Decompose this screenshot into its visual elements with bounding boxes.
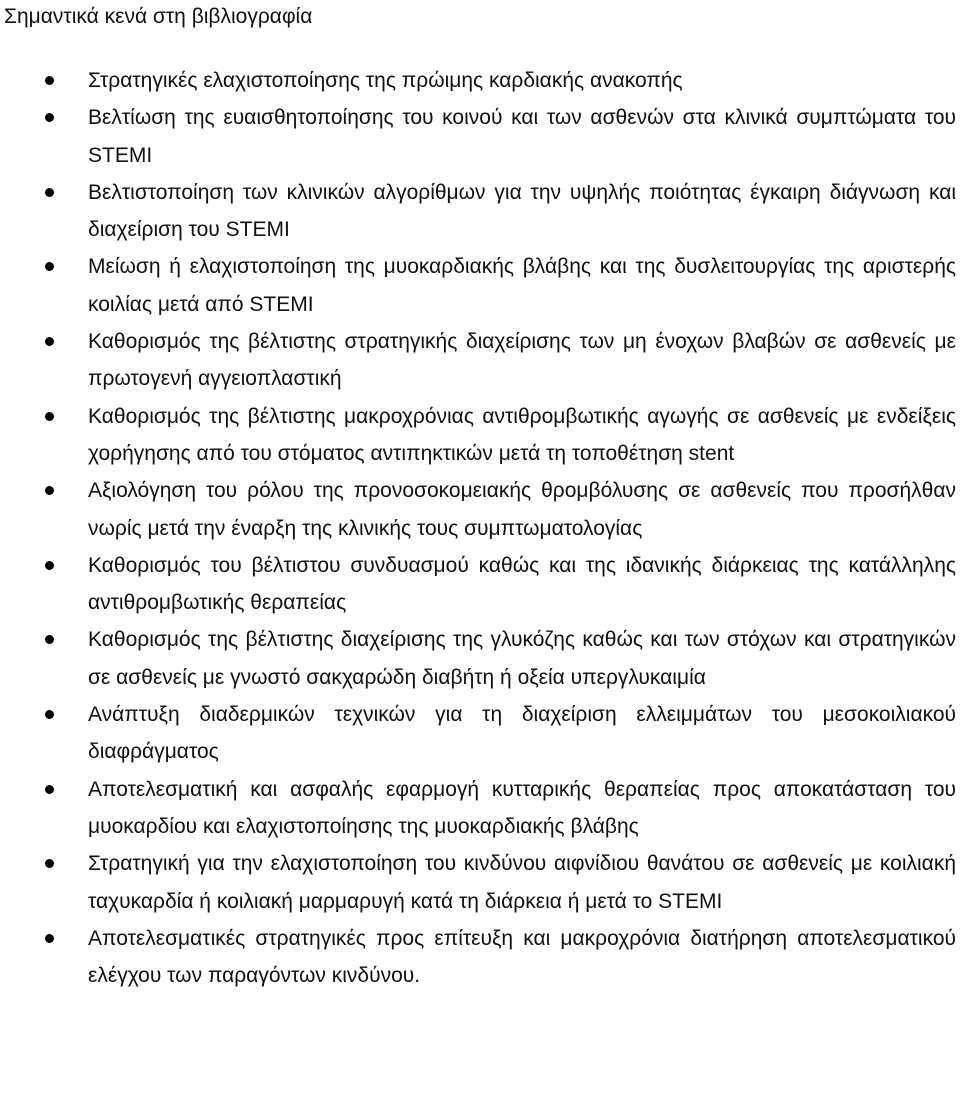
bullet-dot-icon (45, 188, 54, 197)
bullet-dot-icon (45, 859, 54, 868)
list-item-text: Βελτιστοποίηση των κλινικών αλγορίθμων για την υψηλής ποιότητας έγκαιρη διάγνωση και διαχείριση του STEMI (88, 180, 956, 242)
list-item (4, 696, 956, 771)
list-item-text: Μείωση ή ελαχιστοποίηση της μυοκαρδιακής βλάβης και της δυσλειτουργίας της αριστερής κοιλίας μετά από STEMI (88, 255, 956, 316)
list-item-text: Καθορισμός της βέλτιστης διαχείρισης της γλυκόζης καθώς και των στόχων και στρατηγικών σε ασθενείς με γνωστό σακχαρώδη διαβήτη ή οξεία υπεργλυκαιμία (88, 628, 956, 689)
list-item-text: Αποτελεσματικές στρατηγικές προς επίτευξη και μακροχρόνια διατήρηση αποτελεσματικού ελέγχου των παραγόντων κινδύνου. (88, 926, 956, 988)
bullet-dot-icon (45, 113, 54, 122)
list-item (4, 920, 956, 995)
document-title: Σημαντικά κενά στη βιβλιογραφία (4, 5, 313, 28)
bullet-dot-icon (45, 486, 54, 495)
bullet-dot-icon (45, 262, 54, 271)
list-item (4, 621, 956, 696)
bullet-dot-icon (45, 635, 54, 644)
bullet-dot-icon (45, 710, 54, 719)
list-item-text: Ανάπτυξη διαδερμικών τεχνικών για τη διαχείριση ελλειμμάτων του μεσοκοιλιακού διαφράγματος (88, 703, 956, 764)
list-item-text: Βελτίωση της ευαισθητοποίησης του κοινού και των ασθενών στα κλινικά συμπτώματα του STEMI (88, 106, 956, 167)
list-item (4, 547, 956, 622)
bullet-dot-icon (45, 785, 54, 794)
list-item-text: Καθορισμός του βέλτιστου συνδυασμού καθώς και της ιδανικής διάρκειας της κατάλληλης αντιθρομβωτικής θεραπείας (88, 553, 956, 615)
list-item (4, 62, 956, 99)
list-item (4, 845, 956, 920)
list-item (4, 248, 956, 323)
bullet-dot-icon (45, 561, 54, 570)
list-item (4, 323, 956, 398)
list-item-text: Αξιολόγηση του ρόλου της προνοσοκομειακής θρομβόλυσης σε ασθενείς που προσήλθαν νωρίς μετά την έναρξη της κλινικής τους συμπτωματολογίας (88, 479, 956, 540)
list-item-text: Στρατηγικές ελαχιστοποίησης της πρώιμης καρδιακής ανακοπής (88, 69, 683, 92)
bullet-dot-icon (45, 337, 54, 346)
list-item (4, 174, 956, 249)
list-item-text: Στρατηγική για την ελαχιστοποίηση του κινδύνου αιφνίδιου θανάτου σε ασθενείς με κοιλιακή ταχυκαρδία ή κοιλιακή μαρμαρυγή κατά τη διάρκεια ή μετά το STEMI (88, 852, 956, 913)
list-item (4, 398, 956, 473)
list-item-text: Καθορισμός της βέλτιστης στρατηγικής διαχείρισης των μη ένοχων βλαβών σε ασθενείς με πρωτογενή αγγειοπλαστική (88, 330, 956, 391)
list-item (4, 472, 956, 547)
list-item-text: Καθορισμός της βέλτιστης μακροχρόνιας αντιθρομβωτικής αγωγής σε ασθενείς με ενδείξεις χορήγησης από του στόματος αντιπηκτικών μετά τη τοποθέτηση stent (88, 404, 956, 465)
gaps-list (4, 62, 956, 994)
list-item (4, 99, 956, 174)
bullet-dot-icon (45, 76, 54, 85)
list-item (4, 771, 956, 846)
bullet-dot-icon (45, 934, 54, 943)
list-item-text: Αποτελεσματική και ασφαλής εφαρμογή κυτταρικής θεραπείας προς αποκατάσταση του μυοκαρδίου και ελαχιστοποίησης της μυοκαρδιακής βλάβης (88, 777, 956, 838)
bullet-dot-icon (45, 412, 54, 421)
